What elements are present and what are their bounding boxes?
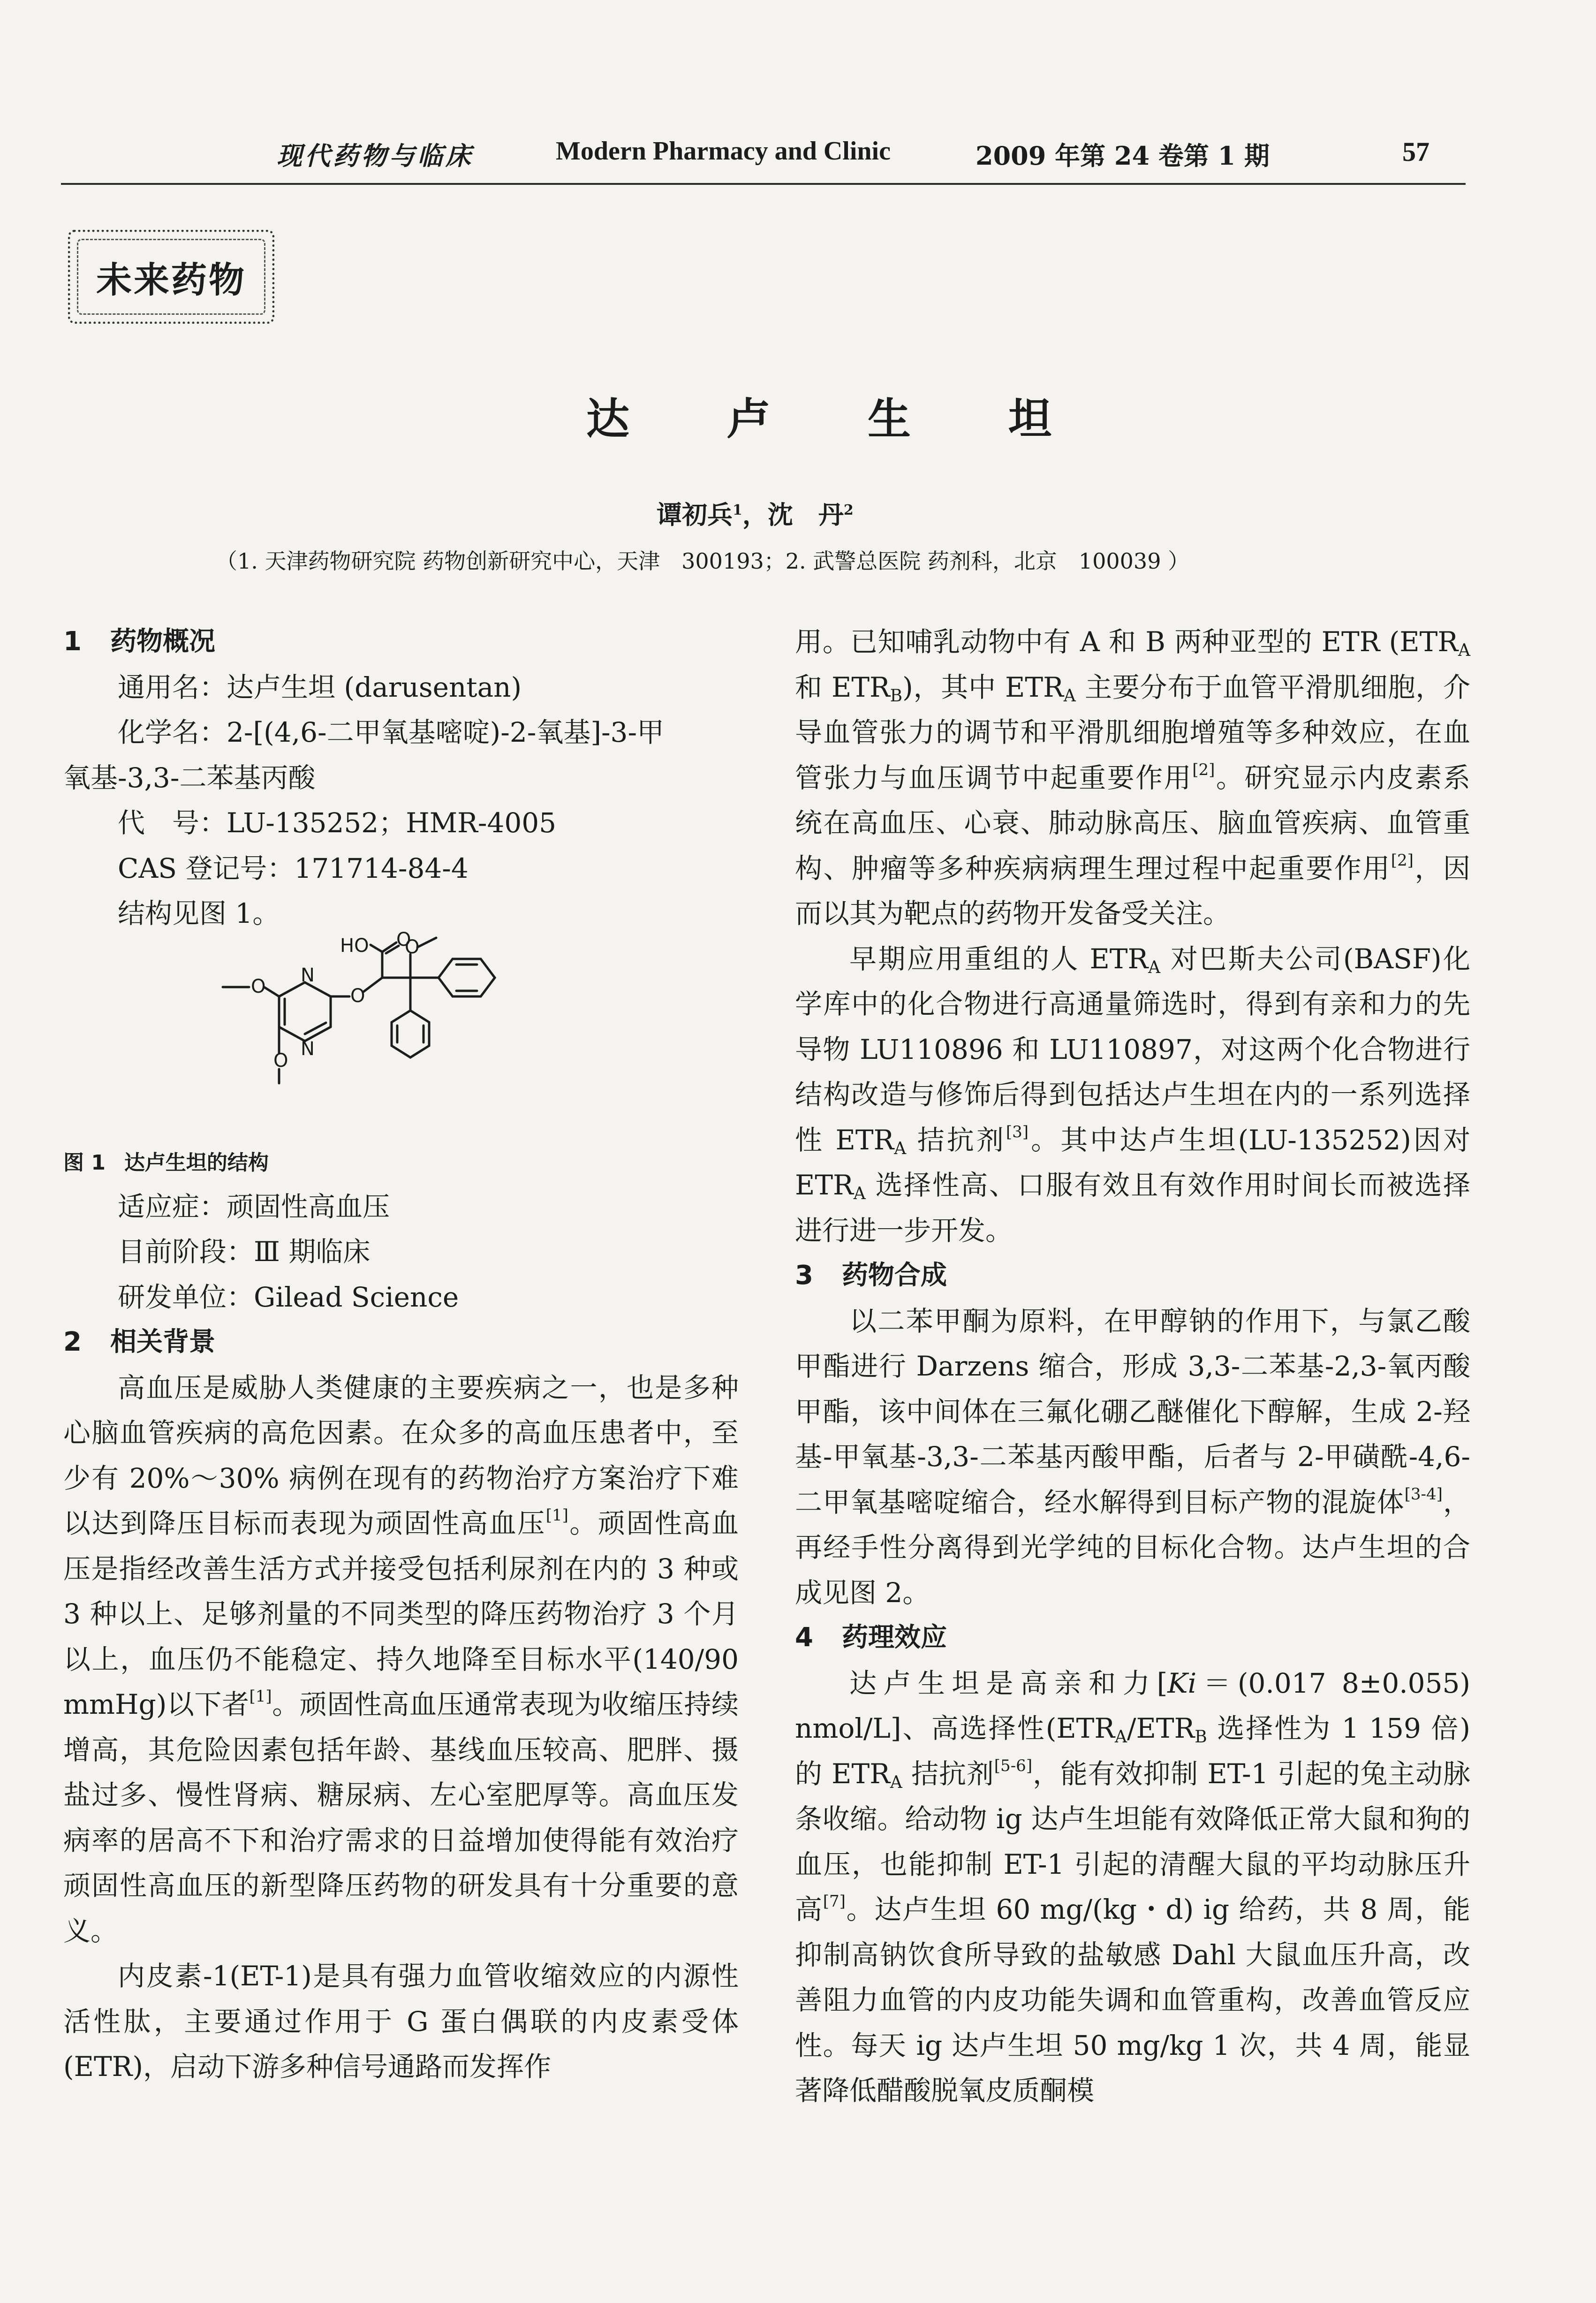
author-1: 谭初兵 xyxy=(657,500,733,530)
figure-1-caption: 图 1 达卢生坦的结构 xyxy=(63,1150,269,1175)
author-separator: ， xyxy=(742,500,768,530)
chemical-name-line-2: 氧基-3,3-二苯基丙酸 xyxy=(63,761,316,794)
developer: 研发单位：Gilead Science xyxy=(118,1281,459,1313)
section-heading-2: 2 相关背景 xyxy=(63,1327,215,1357)
column-badge xyxy=(68,230,274,324)
issue-info: 2009 年第 24 卷第 1 期 xyxy=(976,141,1270,171)
atom-n-bottom: N xyxy=(301,1038,315,1060)
author-2: 沈 丹 xyxy=(767,500,844,530)
header-rule xyxy=(61,183,1466,185)
page-number: 57 xyxy=(1402,137,1430,167)
article-title: 达 卢 生 坦 xyxy=(586,394,1093,444)
atom-o-methoxy-top: O xyxy=(251,975,266,997)
atom-o-carbonyl: O xyxy=(396,928,411,950)
chemical-name-line-1: 化学名：2-[(4,6-二甲氧基嘧啶)-2-氧基]-3-甲 xyxy=(118,716,665,748)
background-paragraph-2-cont: 用。已知哺乳动物中有 A 和 B 两种亚型的 ETR ($ETR_A$ 和 $ETR_B$)，其中 $ETR_A$ 主要分布于血管平滑肌细胞，介导血管张力的调节和平滑肌细胞增殖等多种效应，在血管张力与血压调节中起重要作用[2]。研究显示内皮素系统在高血压、心衰、肺动脉高压、脑血管疾病、血管重构、肿瘤等多种疾病病理生理过程中起重要作用[2]，因而以其为靶点的药物开发备受关注。 xyxy=(795,626,1470,929)
development-phase: 目前阶段：Ⅲ 期临床 xyxy=(118,1236,371,1268)
authors xyxy=(657,495,854,531)
author-2-affil-mark: 2 xyxy=(843,502,854,518)
atom-o-methoxy: O xyxy=(405,936,420,958)
drug-code: 代 号：LU-135252；HMR-4005 xyxy=(118,807,557,839)
cas-number: CAS 登记号：171714-84-4 xyxy=(118,852,469,884)
background-paragraph-3: 早期应用重组的人 $ETR_A$ 对巴斯夫公司(BASF)化学库中的化合物进行高通量筛选时，得到有亲和力的先导物 LU110896 和 LU110897，对这两个化合物进行结构改造与修饰后得到包括达卢生坦在内的一系列选择性 $ETR_A$ 拮抗剂[3]。其中达卢生坦(LU-135252)因对 $ETR_A$ 选择性高、口服有效且有效作用时间长而被选择进行进一步开发。 xyxy=(795,942,1471,1247)
synthesis-paragraph: 以二苯甲酮为原料，在甲醇钠的作用下，与氯乙酸甲酯进行 Darzens 缩合，形成 3,3-二苯基-2,3-氧丙酸甲酯，该中间体在三氟化硼乙醚催化下醇解，生成 2-羟基-甲氧基-3,3-二苯基丙酸甲酯，后者与 2-甲磺酰-4,6-二甲氧基嘧啶缩合，经水解得到目标产物的混旋体[3-4]，再经手性分离得到光学纯的目标化合物。达卢生坦的合成见图 2。 xyxy=(795,1305,1470,1609)
atom-o-ether: O xyxy=(350,985,365,1007)
author-1-affil-mark: 1 xyxy=(733,502,742,518)
right-column xyxy=(795,619,1470,2113)
figure-1 xyxy=(63,928,739,1142)
section-heading-1: 1 药物概况 xyxy=(63,626,215,657)
atom-n-top: N xyxy=(301,964,315,986)
column-badge-label: 未来药物 xyxy=(96,258,246,301)
pharmacology-paragraph: 达卢生坦是高亲和力[Ki＝(0.017 8±0.055) nmol/L]、高选择性($ETR_A/ETR_B$ 选择性为 1 159 倍)的 $ETR_A$ 拮抗剂[5-6]，能有效抑制 ET-1 引起的兔主动脉条收缩。给动物 ig 达卢生坦能有效降低正常大鼠和狗的血压，也能抑制 ET-1 引起的清醒大鼠的平均动脉压升高[7]。达卢生坦 60 mg/(kg・d) ig 给药，共 8 周，能抑制高钠饮食所导致的盐敏感 Dahl 大鼠血压升高，改善阻力血管的内皮功能失调和血管重构，改善血管反应性。每天 ig 达卢生坦 50 mg/kg 1 次，共 4 周，能显著降低醋酸脱氧皮质酮模 xyxy=(795,1667,1471,2106)
atom-ho: HO xyxy=(340,935,369,957)
generic-name: 通用名：达卢生坦 (darusentan) xyxy=(118,671,522,703)
background-paragraph-2: 内皮素-1(ET-1)是具有强力血管收缩效应的内源性活性肽，主要通过作用于 G 蛋白偶联的内皮素受体(ETR)，启动下游多种信号通路而发挥作 xyxy=(63,1960,739,2083)
indication: 适应症：顽固性高血压 xyxy=(118,1190,390,1223)
left-column xyxy=(63,619,739,2090)
section-heading-3: 3 药物合成 xyxy=(795,1260,947,1291)
journal-name-cn: 现代药物与临床 xyxy=(277,141,474,171)
background-paragraph-1: 高血压是威胁人类健康的主要疾病之一，也是多种心脑血管疾病的高危因素。在众多的高血压患者中，至少有 20%～30% 病例在现有的药物治疗方案治疗下难以达到降压目标而表现为顽固性高血压[1]。顽固性高血压是指经改善生活方式并接受包括利尿剂在内的 3 种或 3 种以上、足够剂量的不同类型的降压药物治疗 3 个月以上，血压仍不能稳定、持久地降至目标水平(140/90 mmHg)以下者[1]。顽固性高血压通常表现为收缩压持续增高，其危险因素包括年龄、基线血压较高、肥胖、摄盐过多、慢性肾病、糖尿病、左心室肥厚等。高血压发病率的居高不下和治疗需求的日益增加使得能有效治疗顽固性高血压的新型降压药物的研发具有十分重要的意义。 xyxy=(63,1371,739,1947)
structure-reference: 结构见图 1。 xyxy=(118,897,280,929)
affiliations: （1. 天津药物研究院 药物创新研究中心，天津 300193；2. 武警总医院 药剂科，北京 100039 ） xyxy=(216,548,1190,574)
journal-name-en: Modern Pharmacy and Clinic xyxy=(556,137,891,166)
section-heading-4: 4 药理效应 xyxy=(795,1622,947,1653)
atom-o-methoxy-bottom: O xyxy=(273,1049,288,1072)
structure-diagram xyxy=(209,928,593,1142)
